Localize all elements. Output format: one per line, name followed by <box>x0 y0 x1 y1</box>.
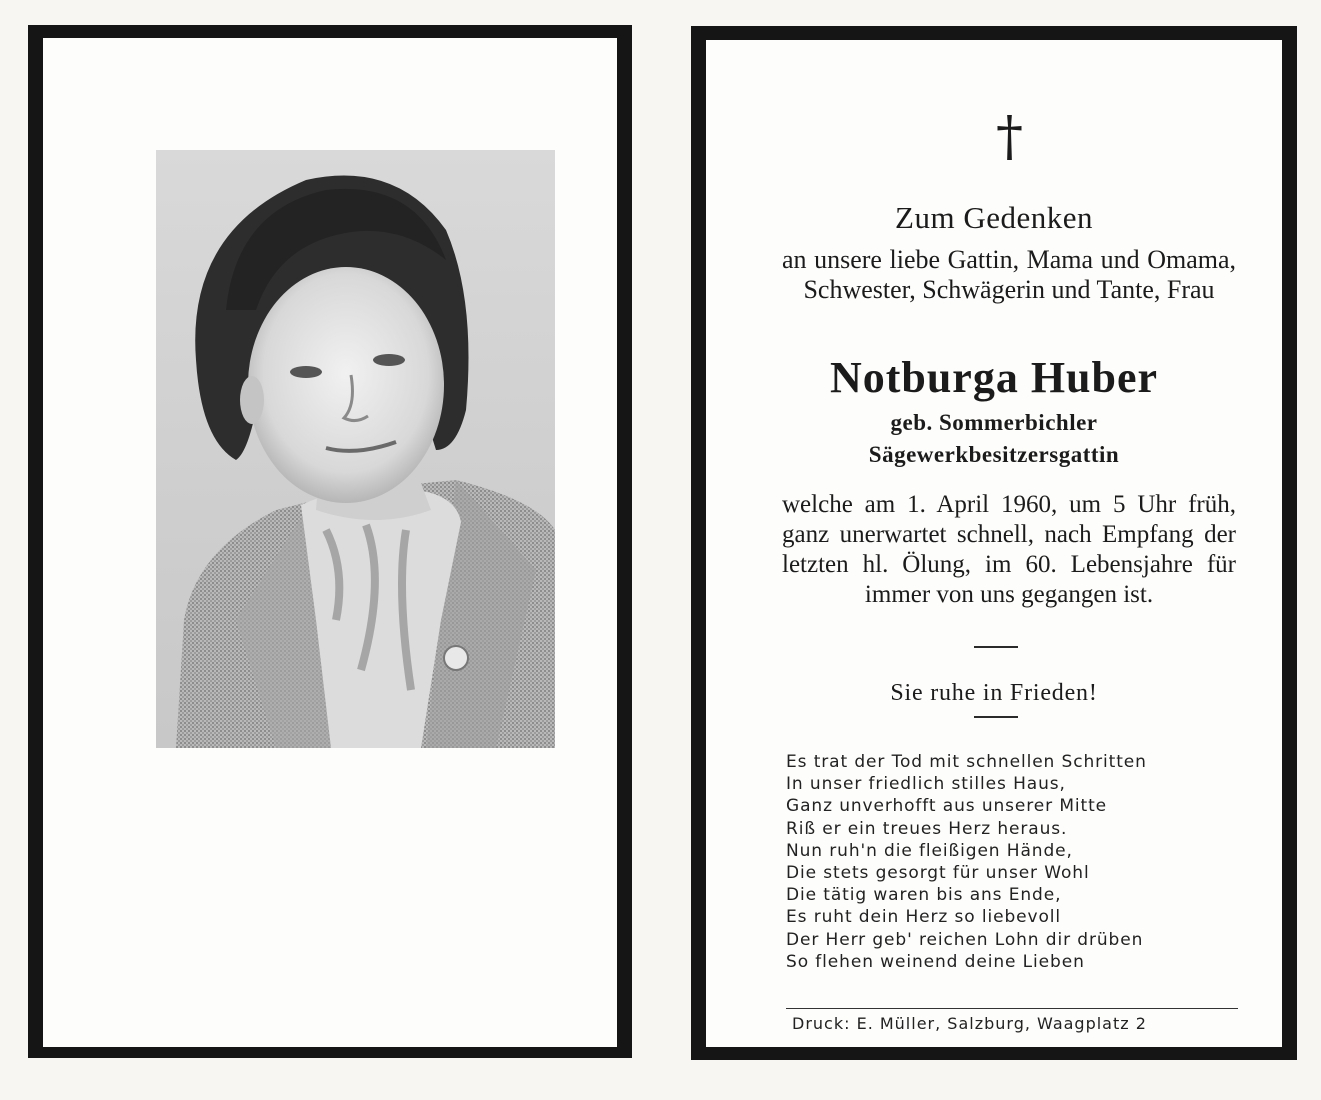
poem-line: Ganz unverhofft aus unserer Mitte <box>786 796 1108 817</box>
poem-line: Es trat der Tod mit schnellen Schritten <box>786 752 1147 772</box>
portrait-photo <box>156 150 555 748</box>
birth-name: geb. Sommerbichler <box>890 410 1098 435</box>
death-notice-text: welche am 1. April 1960, um 5 Uhr früh, ganz unerwartet schnell, nach Empfang der letzten hl. Ölung, im 60. Lebensjahre für immer von uns gegangen ist. <box>782 491 1236 608</box>
cross-icon: † <box>996 105 1023 168</box>
poem-line: So flehen weinend deine Lieben <box>786 951 1085 972</box>
divider <box>974 646 1018 648</box>
memorial-text <box>706 40 1282 1047</box>
left-card <box>28 25 632 1058</box>
poem-line: Die tätig waren bis ans Ende, <box>786 885 1062 906</box>
deceased-name: Notburga Huber <box>829 353 1159 402</box>
poem-line: Riß er ein treues Herz heraus. <box>786 818 1068 839</box>
heading: Zum Gedenken <box>895 200 1093 235</box>
right-card <box>691 26 1297 1060</box>
divider <box>974 716 1018 718</box>
poem <box>786 751 1147 973</box>
intro-text: an unsere liebe Gattin, Mama und Omama, Schwester, Schwägerin und Tante, Frau <box>782 245 1236 304</box>
occupation: Sägewerkbesitzersgattin <box>868 442 1120 467</box>
portrait-image <box>156 150 555 748</box>
poem-line: Es ruht dein Herz so liebevoll <box>786 907 1062 928</box>
rest-in-peace: Sie ruhe in Frieden! <box>890 680 1098 706</box>
footer-divider <box>786 1008 1238 1009</box>
poem-line: Nun ruh'n die fleißigen Hände, <box>786 840 1073 861</box>
poem-line: In unser friedlich stilles Haus, <box>786 774 1066 795</box>
printer-imprint: Druck: E. Müller, Salzburg, Waagplatz 2 <box>792 1014 1147 1033</box>
poem-line: Die stets gesorgt für unser Wohl <box>786 863 1090 884</box>
poem-line: Der Herr geb' reichen Lohn dir drüben <box>786 929 1144 950</box>
